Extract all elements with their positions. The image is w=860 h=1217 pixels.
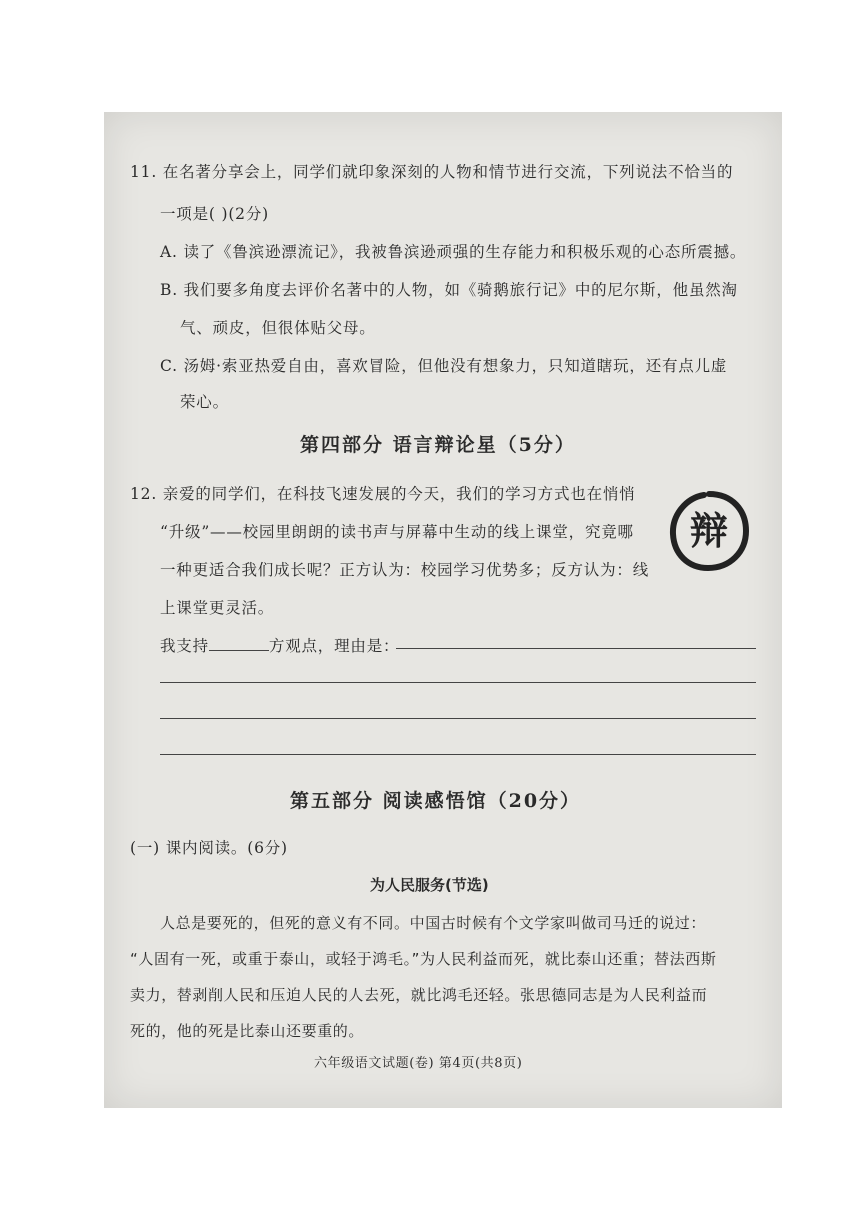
- answer-line-1[interactable]: [396, 648, 756, 649]
- reading-paragraph-line4: 死的，他的死是比泰山还要重的。: [130, 1022, 365, 1040]
- answer-line-2[interactable]: [160, 682, 756, 683]
- seal-glyph: 辩: [689, 508, 729, 553]
- q12-stem-line3: 一种更适合我们成长呢？正方认为：校园学习优势多；反方认为：线: [160, 561, 650, 579]
- page-footer: 六年级语文试题(卷) 第4页(共8页): [314, 1056, 523, 1071]
- support-side-blank[interactable]: [209, 636, 269, 651]
- reading-section-label: (一) 课内阅读。(6分): [130, 839, 288, 857]
- q12-stem-line4: 上课堂更灵活。: [160, 599, 275, 617]
- q11-option-c-line2: 荣心。: [180, 393, 229, 411]
- support-prefix: 我支持: [160, 637, 209, 655]
- part5-heading: 第五部分 阅读感悟馆（20分）: [290, 790, 582, 812]
- debate-seal-icon: [666, 488, 752, 574]
- q11-option-c-line1: C. 汤姆·索亚热爱自由，喜欢冒险，但他没有想象力，只知道瞎玩，还有点儿虚: [160, 357, 728, 375]
- q11-option-b-line1: B. 我们要多角度去评价名著中的人物，如《骑鹅旅行记》中的尼尔斯，他虽然淘: [160, 281, 738, 299]
- q12-stem-line1: 12. 亲爱的同学们，在科技飞速发展的今天，我们的学习方式也在悄悄: [130, 485, 636, 503]
- q11-option-a: A. 读了《鲁滨逊漂流记》，我被鲁滨逊顽强的生存能力和积极乐观的心态所震撼。: [160, 243, 747, 261]
- q11-option-b-line2: 气、顽皮，但很体贴父母。: [180, 319, 376, 337]
- answer-line-3[interactable]: [160, 718, 756, 719]
- q12-support-row: [160, 634, 399, 656]
- reading-paragraph-line1: 人总是要死的，但死的意义有不同。中国古时候有个文学家叫做司马迁的说过：: [160, 914, 707, 932]
- q11-stem-line2: 一项是( )(2分): [160, 205, 269, 223]
- support-suffix: 方观点，理由是：: [268, 637, 400, 655]
- exam-page: [104, 112, 782, 1108]
- answer-line-4[interactable]: [160, 754, 756, 755]
- reading-title: 为人民服务(节选): [370, 876, 489, 894]
- part4-heading: 第四部分 语言辩论星（5分）: [300, 434, 576, 456]
- q11-stem-line1: 11. 在名著分享会上，同学们就印象深刻的人物和情节进行交流，下列说法不恰当的: [130, 163, 734, 181]
- reading-paragraph-line3: 卖力，替剥削人民和压迫人民的人去死，就比鸿毛还轻。张思德同志是为人民利益而: [130, 986, 708, 1004]
- q12-stem-line2: “升级”——校园里朗朗的读书声与屏幕中生动的线上课堂，究竟哪: [160, 523, 634, 541]
- reading-paragraph-line2: “人固有一死，或重于泰山，或轻于鸿毛。”为人民利益而死，就比泰山还重；替法西斯: [130, 950, 717, 968]
